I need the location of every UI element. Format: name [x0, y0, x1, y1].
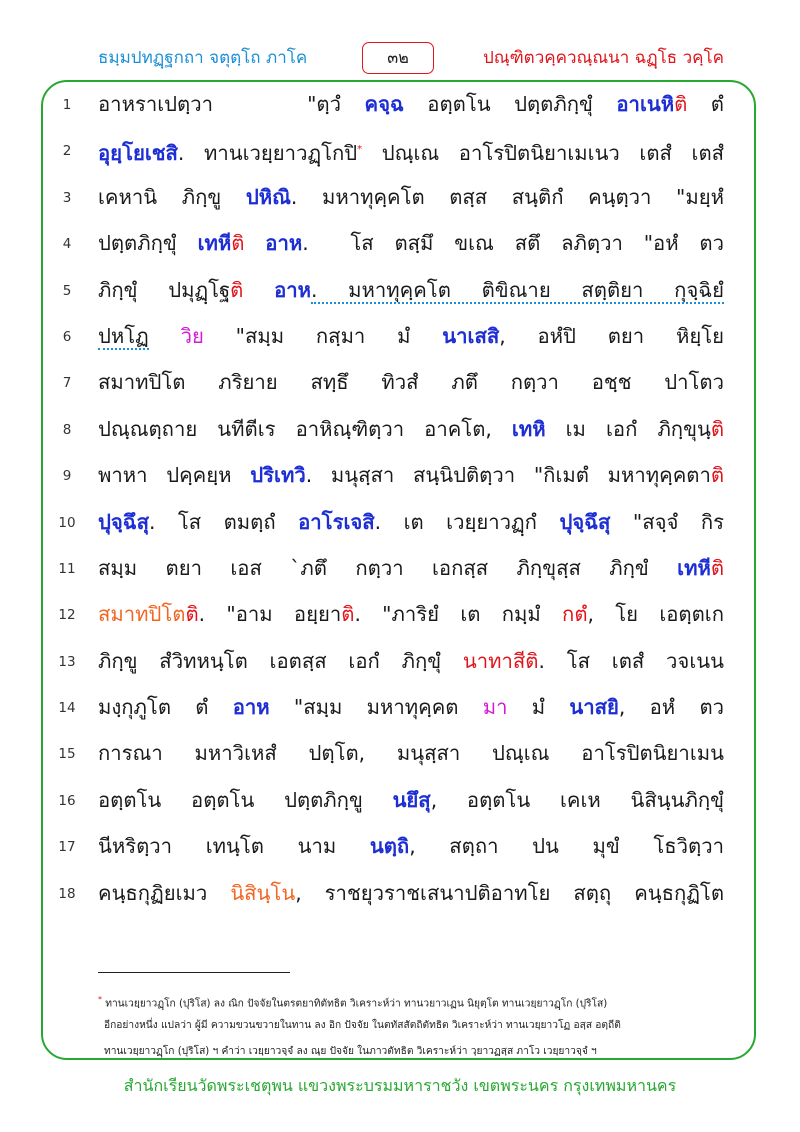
text-segment: ภิกฺขู สํวิทหนฺโต เอตสฺส เอกํ ภิกฺขุํ — [98, 648, 463, 673]
text-line — [0, 824, 800, 870]
line-number: 5 — [62, 282, 72, 299]
line-text — [98, 177, 724, 217]
text-line — [0, 221, 800, 267]
text-line — [0, 546, 800, 592]
text-line — [0, 871, 800, 917]
text-line — [0, 778, 800, 824]
text-segment: อาหราเปตฺวา "ตฺวํ — [98, 92, 365, 116]
line-number: 2 — [62, 143, 72, 160]
text-segment: อาโรเจสิ — [298, 509, 375, 534]
text-segment: สมาทปิโต — [98, 602, 186, 627]
footnote-ref-mark: * — [357, 144, 363, 156]
text-segment — [149, 324, 181, 348]
header-right-title: ปณฺฑิตวคฺควณฺณนา ฉฏฺโธ วคฺโค — [483, 48, 724, 68]
text-segment: อุยฺโยเชสิ — [98, 141, 178, 166]
text-segment: ภิกฺขุํ ปมุฏฺโฐ — [98, 277, 231, 302]
text-segment: ติ — [341, 602, 355, 627]
text-segment: ติ — [710, 463, 725, 488]
line-text — [98, 84, 724, 124]
line-number: 17 — [58, 839, 76, 856]
text-segment: . มหาทุคฺคโต ติขิณาย สตฺติยา กุจฺฉิยํ — [311, 277, 724, 302]
line-text — [98, 223, 724, 263]
text-segment: . "ภาริยํ เต กมฺมํ — [354, 602, 563, 627]
text-segment: . มนุสฺสา สนฺนิปติตฺวา "กิเมตํ มหาทุคฺคตา — [305, 463, 711, 488]
footnote-text-1: ทานเวยฺยาวฏฺโก (ปุริโส) ลง ณิก ปัจจัยในตรตยาทิตัทธิต วิเคราะห์ว่า ทานวยาวเฏน นิยุตฺโต ทานเวยฺยาวฏฺโก (ปุริโส) — [105, 998, 608, 1010]
text-line — [0, 685, 800, 731]
text-line — [0, 407, 800, 453]
text-lines — [0, 82, 800, 917]
line-number: 3 — [62, 189, 72, 206]
line-text — [98, 362, 724, 402]
line-number: 8 — [62, 421, 72, 438]
text-segment: อตฺตโน อตฺตโน ปตฺตภิกฺขู — [98, 787, 393, 812]
text-segment: ปณฺณตฺถาย นทีตีเร อาหิณฺฑิตฺวา อาคโต, — [98, 416, 512, 441]
text-line — [0, 175, 800, 221]
line-text — [98, 641, 724, 681]
line-text — [98, 687, 724, 727]
footer-institution: สำนักเรียนวัดพระเชตุพน แขวงพระบรมมหาราชวัง เขตพระนคร กรุงเทพมหานคร — [123, 1076, 677, 1095]
text-line — [0, 639, 800, 685]
text-line — [0, 500, 800, 546]
text-segment: ติ — [674, 92, 688, 116]
text-segment: ติ — [525, 648, 539, 673]
text-segment: นตฺถิ — [369, 834, 410, 859]
text-segment: อาห — [274, 277, 312, 302]
text-segment: ติ — [230, 277, 244, 302]
line-text — [98, 780, 724, 820]
page-number: ๓๒ — [362, 42, 434, 74]
text-segment: "สมฺม มหาทุคฺคต — [269, 695, 483, 720]
line-number: 7 — [62, 375, 72, 392]
text-segment: . โส ตมตฺถํ — [148, 509, 299, 534]
line-number: 11 — [58, 560, 76, 577]
text-line — [0, 314, 800, 360]
line-text — [98, 130, 724, 173]
text-segment: เทหิ — [511, 416, 546, 441]
text-line — [0, 268, 800, 314]
text-segment: อาห — [265, 231, 303, 256]
text-segment: ติ — [231, 231, 245, 256]
text-line — [0, 592, 800, 638]
line-text — [98, 826, 724, 866]
line-number: 4 — [62, 236, 72, 253]
text-segment: , สตฺถา ปน มุขํ โธวิตฺวา — [409, 834, 725, 859]
text-segment: อาเนหิ — [616, 92, 675, 116]
text-segment: ติ — [710, 555, 724, 580]
text-segment: , อตฺตโน เคเห นิสินฺนภิกฺขุํ — [430, 787, 724, 812]
text-segment: เม เอกํ ภิกฺขุนฺ — [545, 416, 711, 441]
text-segment: มงฺกุภูโต ตํ — [98, 695, 233, 720]
text-segment: ปณฺเณ อาโรปิตนิยาเมเนว เตสํ เตสํ — [362, 141, 725, 166]
line-number: 1 — [62, 97, 72, 113]
line-text — [98, 455, 724, 495]
text-segment: , อหํ ตว — [618, 695, 724, 720]
text-segment: ปหโฏ — [98, 323, 149, 348]
line-text — [98, 548, 724, 588]
text-segment: . ทานเวยฺยาวฏฺโกปิ — [177, 141, 358, 166]
text-segment: , อหํปิ ตยา หิยฺโย — [499, 323, 724, 348]
text-segment: ปุจฺฉึสุ — [98, 509, 149, 534]
footnote-line-1 — [98, 992, 740, 1012]
text-segment: ปหิณิ — [245, 184, 291, 209]
text-segment: , ราชยุวราชเสนาปติอาทโย สตฺถุ คนฺธกุฏิโต — [295, 880, 724, 905]
line-number: 10 — [58, 514, 76, 531]
text-segment: นีหริตฺวา เทนฺโต นาม — [98, 834, 370, 859]
text-segment: . "อาม อยฺยา — [198, 602, 342, 627]
line-text — [98, 873, 724, 913]
text-line — [0, 82, 800, 128]
line-number: 6 — [62, 328, 72, 345]
text-segment: การณา มหาวิเหสํ ปตฺโต, มนุสฺสา ปณฺเณ อาโรปิตนิยาเมน — [98, 741, 724, 766]
line-number: 12 — [58, 607, 76, 624]
text-segment: , โย เอตฺตเก — [587, 602, 724, 627]
text-line — [0, 128, 800, 174]
line-text — [98, 270, 724, 310]
text-segment: เคหานิ ภิกฺขู — [98, 184, 246, 209]
text-segment: "สมฺม กสฺมา มํ — [203, 323, 443, 348]
text-segment: ปุจฺฉึสุ — [559, 509, 611, 534]
text-segment: . มหาทุคฺคโต ตสฺส สนฺติกํ คนฺตฺวา "มยฺหํ — [290, 184, 725, 209]
line-text — [98, 316, 724, 356]
line-number: 16 — [58, 792, 76, 809]
header-left-title: ธมฺมปทฏฺฐกถา จตุตฺโถ ภาโค — [98, 48, 308, 68]
text-segment: นยึสุ — [392, 787, 431, 812]
text-segment: พาหา ปคฺคยฺห — [98, 463, 251, 488]
footnote-line-3: ทานเวยฺยาวฏฺโก (ปุริโส) ฯ คำว่า เวยฺยาวจฺจํ ลง ณฺย ปัจจัย ในภาวตัทธิต วิเคราะห์ว่า วฺยาวฏสฺส ภาโว เวยฺยาวจฺจํ ฯ — [104, 1046, 597, 1057]
text-segment: คจฺฉ — [364, 92, 404, 116]
line-number: 9 — [62, 468, 72, 485]
line-number: 15 — [58, 746, 76, 763]
line-number: 14 — [58, 700, 76, 717]
text-segment: เทหี — [677, 555, 711, 580]
text-segment: . เต เวยฺยาวฏฺกํ — [374, 509, 560, 534]
line-text — [98, 502, 724, 542]
footnote-line-2: อีกอย่างหนึ่ง แปลว่า ผู้มี ความขวนขวายในทาน ลง อิก ปัจจัย ในตทัสสัตถิตัทธิต วิเคราะห์ว่า ทานเวยฺยาวโฏ อสฺส อตฺถีติ — [104, 1020, 621, 1031]
text-segment: คนฺธกุฏิยเมว — [98, 880, 231, 905]
line-text — [98, 733, 724, 773]
line-number: 13 — [58, 653, 76, 670]
text-segment — [243, 278, 274, 302]
text-segment: นาเสสิ — [442, 323, 500, 348]
text-segment: ตํ — [687, 92, 724, 116]
text-segment: สมฺม ตยา เอส `ภตึ กตฺวา เอกสฺส ภิกฺขุสฺส ภิกฺขํ — [98, 555, 678, 580]
text-line — [0, 360, 800, 406]
line-number: 18 — [58, 885, 76, 902]
text-segment: . โส ตสฺมึ ขเณ สตึ ลภิตฺวา "อหํ ตว — [302, 231, 724, 256]
text-segment: วิย — [180, 323, 204, 348]
text-segment: ติ — [710, 416, 724, 441]
line-text — [98, 594, 724, 634]
footnote-rule — [98, 972, 290, 973]
text-segment: กตํ — [562, 602, 588, 627]
text-segment: มํ — [507, 695, 570, 720]
text-segment: อตฺตโน ปตฺตภิกฺขุํ — [403, 92, 617, 116]
line-text — [98, 409, 724, 449]
text-line — [0, 453, 800, 499]
text-segment: "สจฺจํ กิร — [610, 509, 724, 534]
text-segment: อาห — [232, 695, 270, 720]
text-segment: สมาทปิโต ภริยาย สทฺธึ ทิวสํ ภตึ กตฺวา อชฺช ปาโตว — [98, 370, 724, 395]
text-segment: ปตฺตภิกฺขุํ — [98, 231, 198, 256]
text-segment: เทหี — [197, 231, 232, 256]
text-segment: . โส เตสํ วจเนน — [538, 648, 724, 673]
text-segment: ติ — [185, 602, 199, 627]
text-segment: นาสยิ — [569, 695, 619, 720]
footnote-mark: * — [98, 995, 102, 1004]
text-segment: นาทาสี — [462, 648, 526, 673]
text-segment: ปริเทวิ — [250, 463, 306, 488]
text-line — [0, 731, 800, 777]
text-segment: มา — [482, 695, 508, 720]
text-segment: นิสินฺโน — [230, 880, 296, 905]
text-segment — [244, 231, 265, 255]
